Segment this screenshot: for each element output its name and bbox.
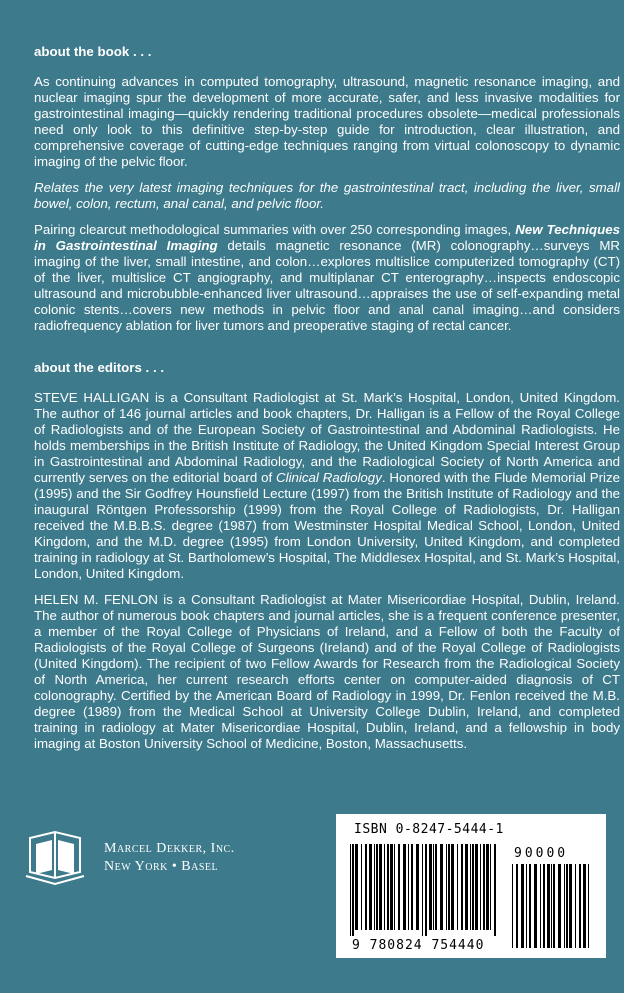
barcode-bar (403, 844, 406, 930)
barcode-bar (422, 844, 423, 936)
contents-body: details magnetic resonance (MR) colonography…surveys MR imaging of the liver, small intestine, and colon…explores multislice computerized tomography (CT) of the liver, multislice CT angiography, and multiplanar CT enterography…inspects endoscopic ultrasound and microbubble-enhanced liver ultrasound…appraises the use of self-expanding metal colonic stents…covers new methods in pelvic floor and anal canal imaging…and considers radiofrequency ablation for liver tumors and preoperative staging of rectal cancer. (34, 238, 620, 333)
barcode-bar (564, 864, 565, 948)
barcode-bar (457, 844, 458, 930)
book-description-paragraph: As continuing advances in computed tomography, ultrasound, magnetic resonance imaging, and nuclear imaging spur the development of more accurate, safer, and less invasive modalities for gastrointestinal imaging—quickly rendering traditional procedures obsolete—medical professionals need only look to this definitive step-by-step guide for introduction, clear illustration, and comprehensive coverage of cutting-edge techniques ranging from virtual colonoscopy to dynamic imaging of the pelvic floor. (34, 74, 620, 169)
addon-code: 90000 (514, 846, 569, 861)
barcode-bar (534, 864, 537, 948)
barcode-bar (398, 844, 400, 930)
barcode-bar (365, 844, 367, 930)
publisher-name-block (104, 840, 235, 876)
barcode-bar (416, 844, 419, 930)
barcode-bar (588, 864, 589, 948)
barcode-bar (440, 844, 443, 930)
barcode-bar (429, 844, 432, 930)
barcode-bar (551, 864, 552, 948)
barcode-box (336, 814, 606, 958)
barcode-bar (369, 844, 372, 930)
back-cover-text (34, 44, 620, 752)
tagline-text: Relates the very latest imaging techniques for the gastrointestinal tract, including the liver, small bowel, colon, rectum, anal canal, and pelvic floor. (34, 180, 620, 211)
barcode-bar (569, 864, 572, 948)
barcode-bar (355, 844, 358, 930)
barcode-bar (494, 844, 496, 936)
fenlon-bio: HELEN M. FENLON is a Consultant Radiologist at Mater Misericordiae Hospital, Dublin, Ireland. The author of numerous book chapters and journal articles, she is a frequent conference presenter, a member of the Royal College of Physicians of Ireland, and a Fellow of both the Faculty of Radiologists of the Royal College of Surgeons (Ireland) and of the Royal College of Radiologists (United Kingdom). The recipient of two Fellow Awards for Research from the Radiological Society of North America, her current research efforts center on computer-aided diagnosis of CT colonography. Certified by the American Board of Radiology in 1999, Dr. Fenlon received the M.B. degree (1989) from the Medical School at University College Dublin, Ireland, and completed training in radiology at Mater Misericordiae Hospital, Dublin, Ireland, and a fellowship in body imaging at Boston University School of Medicine, Boston, Massachusetts. (34, 592, 620, 751)
book-tagline (34, 180, 620, 212)
journal-title: Clinical Radiology (276, 470, 382, 485)
barcode-bar (521, 864, 524, 948)
book-title: New Techniques in Gastrointestinal Imaging (34, 222, 620, 253)
barcode-bar (543, 864, 545, 948)
barcode-bar (575, 864, 576, 948)
barcode-bar (470, 844, 471, 930)
barcode-bar (376, 844, 378, 930)
barcode-bar (384, 844, 385, 930)
barcode-bar (475, 844, 478, 930)
ean-barcode (350, 844, 500, 938)
book-logo-icon (22, 828, 88, 886)
barcode-bar (451, 844, 454, 930)
barcode-bar (490, 844, 491, 930)
barcode-bar (461, 844, 463, 930)
barcode-bar (512, 864, 513, 948)
barcode-bar (433, 844, 434, 930)
barcode-bar (483, 844, 485, 930)
publisher-location: New York • Basel (104, 859, 219, 874)
barcode-bar (540, 864, 541, 948)
barcode-bar (472, 844, 474, 930)
barcode-bar (374, 844, 375, 930)
about-editors-heading: about the editors . . . (34, 360, 165, 375)
barcode-bar (361, 844, 362, 930)
halligan-bio (34, 390, 620, 582)
contents-intro: Pairing clearcut methodological summaries with over 250 corresponding images, (34, 222, 516, 237)
barcode-bar (579, 864, 581, 948)
addon-barcode (512, 864, 592, 950)
barcode-bar (547, 864, 550, 948)
barcode-bar (394, 844, 395, 930)
barcode-bar (435, 844, 437, 930)
barcode-bar (566, 864, 568, 948)
publisher-block (22, 828, 282, 888)
barcode-bar (379, 844, 382, 930)
publisher-name: Marcel Dekker, Inc. (104, 841, 235, 856)
barcode-bar (411, 844, 413, 930)
barcode-bar (387, 844, 389, 930)
halligan-bio-start: STEVE HALLIGAN is a Consultant Radiologist at St. Mark’s Hospital, London, United Kingdom. The author of 146 journal articles and book chapters, Dr. Halligan is a Fellow of the Royal College of Radiologists and of the European Society of Gastrointestinal and Abdominal Radiologists. He holds memberships in the British Institute of Radiology, the United Kingdom Special Interest Group in Gastrointestinal and Abdominal Radiology, and the Radiological Society of North America and currently serves on the editorial board of (34, 390, 620, 485)
barcode-bar (465, 844, 468, 930)
barcode-bar (583, 864, 586, 948)
isbn-number: ISBN 0-8247-5444-1 (354, 822, 504, 837)
barcode-bar (516, 864, 518, 948)
halligan-bio-end: . Honored with the Flude Memorial Prize (1995) and the Sir Godfrey Hounsfield Lecture (1997) from the British Institute of Radiology and the inaugural Röntgen Professorship (1999) from the Royal College of Radiologists, Dr. Halligan received the M.B.B.S. degree (1987) from Westminster Hospital Medical School, London, United Kingdom, and the M.D. degree (1995) from London University, United Kingdom, and completed training in radiology at St. Bartholomew’s Hospital, The Middlesex Hospital, and St. Mark’s Hospital, London, United Kingdom. (34, 470, 620, 581)
ean-number: 9 780824 754440 (352, 938, 485, 953)
barcode-bar (352, 844, 354, 936)
barcode-bar (558, 864, 561, 948)
barcode-bar (448, 844, 450, 930)
barcode-bar (480, 844, 481, 930)
barcode-bar (390, 844, 393, 930)
barcode-bar (529, 864, 531, 948)
barcode-bar (486, 844, 489, 930)
barcode-bar (553, 864, 555, 948)
barcode-bar (425, 844, 427, 936)
about-book-heading: about the book . . . (34, 44, 152, 59)
barcode-bar (446, 844, 447, 930)
barcode-bar (526, 864, 527, 948)
book-contents-paragraph (34, 222, 620, 334)
barcode-bar (408, 844, 409, 930)
barcode-bar (350, 844, 351, 936)
